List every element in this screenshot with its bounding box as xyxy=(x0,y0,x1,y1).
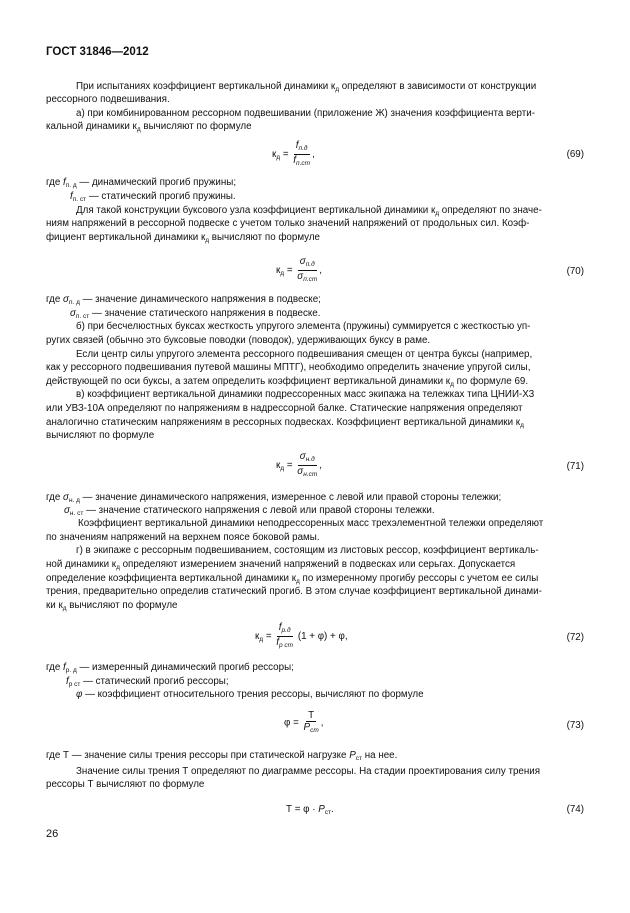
paragraph-line: ниям напряжений в рессорной подвеске с учетом только значений напряжений от продольных сил. Коэф- xyxy=(46,218,530,229)
formula-69: $к_д$ = $\frac{f_{п.д}}{f_{п.ст}}$ , xyxy=(272,140,315,167)
paragraph-line: г) в экипаже с рессорным подвешиванием, состоящим из листовых рессор, коэффициент вертикаль- xyxy=(76,545,539,556)
paragraph-line: ной динамики $к_д$ определяют измерением значений напряжений в подвесках или серьгах. Допускается xyxy=(46,559,516,571)
paragraph-line: Если центр силы упругого элемента рессорного подвешивания смещен от центра буксы (например, xyxy=(76,349,533,360)
paragraph-line: вычисляют по формуле xyxy=(46,430,155,441)
paragraph-line: в) коэффициент вертикальной динамики подрессоренных масс экипажа на тележках типа ЦНИИ-Х3 xyxy=(76,389,535,400)
formula-72: $к_д$ = $\frac{f_{р.д}}{f_{р ст}}$ (1 + φ) + φ, xyxy=(255,622,348,649)
formula-71: $к_д$ = $\frac{\sigma_{н.д}}{\sigma_{н.ст}}$ , xyxy=(276,451,322,478)
paragraph-line: где Т — значение силы трения рессоры при статической нагрузке $P_{ст}$ на нее. xyxy=(46,750,398,762)
paragraph-line: действующей по оси буксы, а затем определить коэффициент вертикальной динамики $к_д$ по формуле 69. xyxy=(46,376,529,388)
formula-73: φ = $\frac{Т}{P_{ст}}$ , xyxy=(284,710,324,734)
where-line: где $f_{р. д}$ — измеренный динамический прогиб рессоры; xyxy=(46,662,294,674)
paragraph-line: трения, предварительно определив статический прогиб. В этом случае коэффициент вертикальной динами- xyxy=(46,586,542,597)
where-line: φ — коэффициент относительного трения рессоры, вычисляют по формуле xyxy=(76,689,424,700)
formula-70: $к_д$ = $\frac{\sigma_{п.д}}{\sigma_{п.ст}}$ , xyxy=(276,256,322,283)
paragraph-line: как у рессорного подвешивания путевой машины МПТГ), необходимо определить значение упругой силы, xyxy=(46,362,531,373)
where-line: где $\sigma_{п. д}$ — значение динамического напряжения в подвеске; xyxy=(46,294,321,306)
formula-number: (71) xyxy=(566,461,584,472)
paragraph-line: аналогично статическим напряжениям в рессорных подвесках. Коэффициент вертикальной динамики $к_д$ xyxy=(46,417,524,429)
where-line: где $f_{п. д}$ — динамический прогиб пружины; xyxy=(46,177,237,189)
paragraph-line: рессорного подвешивания. xyxy=(46,94,170,105)
formula-number: (72) xyxy=(566,632,584,643)
formula-number: (69) xyxy=(566,149,584,160)
formula-number: (70) xyxy=(566,266,584,277)
formula-number: (73) xyxy=(566,720,584,731)
formula-number: (74) xyxy=(566,804,584,815)
paragraph-line: Для такой конструкции буксового узла коэффициент вертикальной динамики $к_д$ определяют по значе- xyxy=(76,205,542,217)
paragraph-line: определение коэффициента вертикальной динамики $к_д$ по измеренному прогибу рессоры с учетом ее силы xyxy=(46,573,539,585)
paragraph-line: Коэффициент вертикальной динамики неподрессоренных масс трехэлементной тележки определяют xyxy=(78,518,544,529)
paragraph-line: по значениям напряжений на верхнем поясе боковой рамы. xyxy=(46,532,320,543)
where-line: $f_{п. ст}$ — статический прогиб пружины. xyxy=(70,191,236,203)
page-number: 26 xyxy=(46,828,59,840)
paragraph-line: ки $к_д$ вычисляют по формуле xyxy=(46,600,178,612)
paragraph-line: При испытаниях коэффициент вертикальной динамики $к_д$ определяют в зависимости от конструкции xyxy=(76,81,537,93)
paragraph-line: рессоры Т вычисляют по формуле xyxy=(46,779,205,790)
document-header: ГОСТ 31846—2012 xyxy=(46,46,149,58)
paragraph-line: б) при бесчелюстных буксах жесткость упругого элемента (пружины) суммируется с жесткостью уп- xyxy=(76,321,531,332)
paragraph-line: ругих связей (обычно это буксовые поводки (поводок), удерживающих буксу в раме. xyxy=(46,335,431,346)
paragraph-line: кальной динамики $к_д$ вычисляют по формуле xyxy=(46,121,252,133)
paragraph-line: Значение силы трения Т определяют по диаграмме рессоры. На стадии проектирования силу трения xyxy=(76,766,541,777)
where-line: $\sigma_{н. ст}$ — значение статического напряжения с левой или правой стороны тележки. xyxy=(64,505,435,517)
paragraph-line: а) при комбинированном рессорном подвешивании (приложение Ж) значения коэффициента верти- xyxy=(76,108,536,119)
paragraph-line: фициент вертикальной динамики $к_д$ вычисляют по формуле xyxy=(46,232,321,244)
where-line: где $\sigma_{н. д}$ — значение динамического напряжения, измеренное с левой или правой стороны тележки; xyxy=(46,492,502,504)
formula-74: $Т = \varphi \cdot P_{ст}$. xyxy=(286,804,334,816)
paragraph-line: или УВЗ-10А определяют по напряжениям в надрессорной балке. Статические напряжения определяют xyxy=(46,403,523,414)
where-line: $f_{р ст}$ — статический прогиб рессоры; xyxy=(66,676,229,688)
where-line: $\sigma_{п. ст}$ — значение статического напряжения в подвеске. xyxy=(70,308,321,320)
